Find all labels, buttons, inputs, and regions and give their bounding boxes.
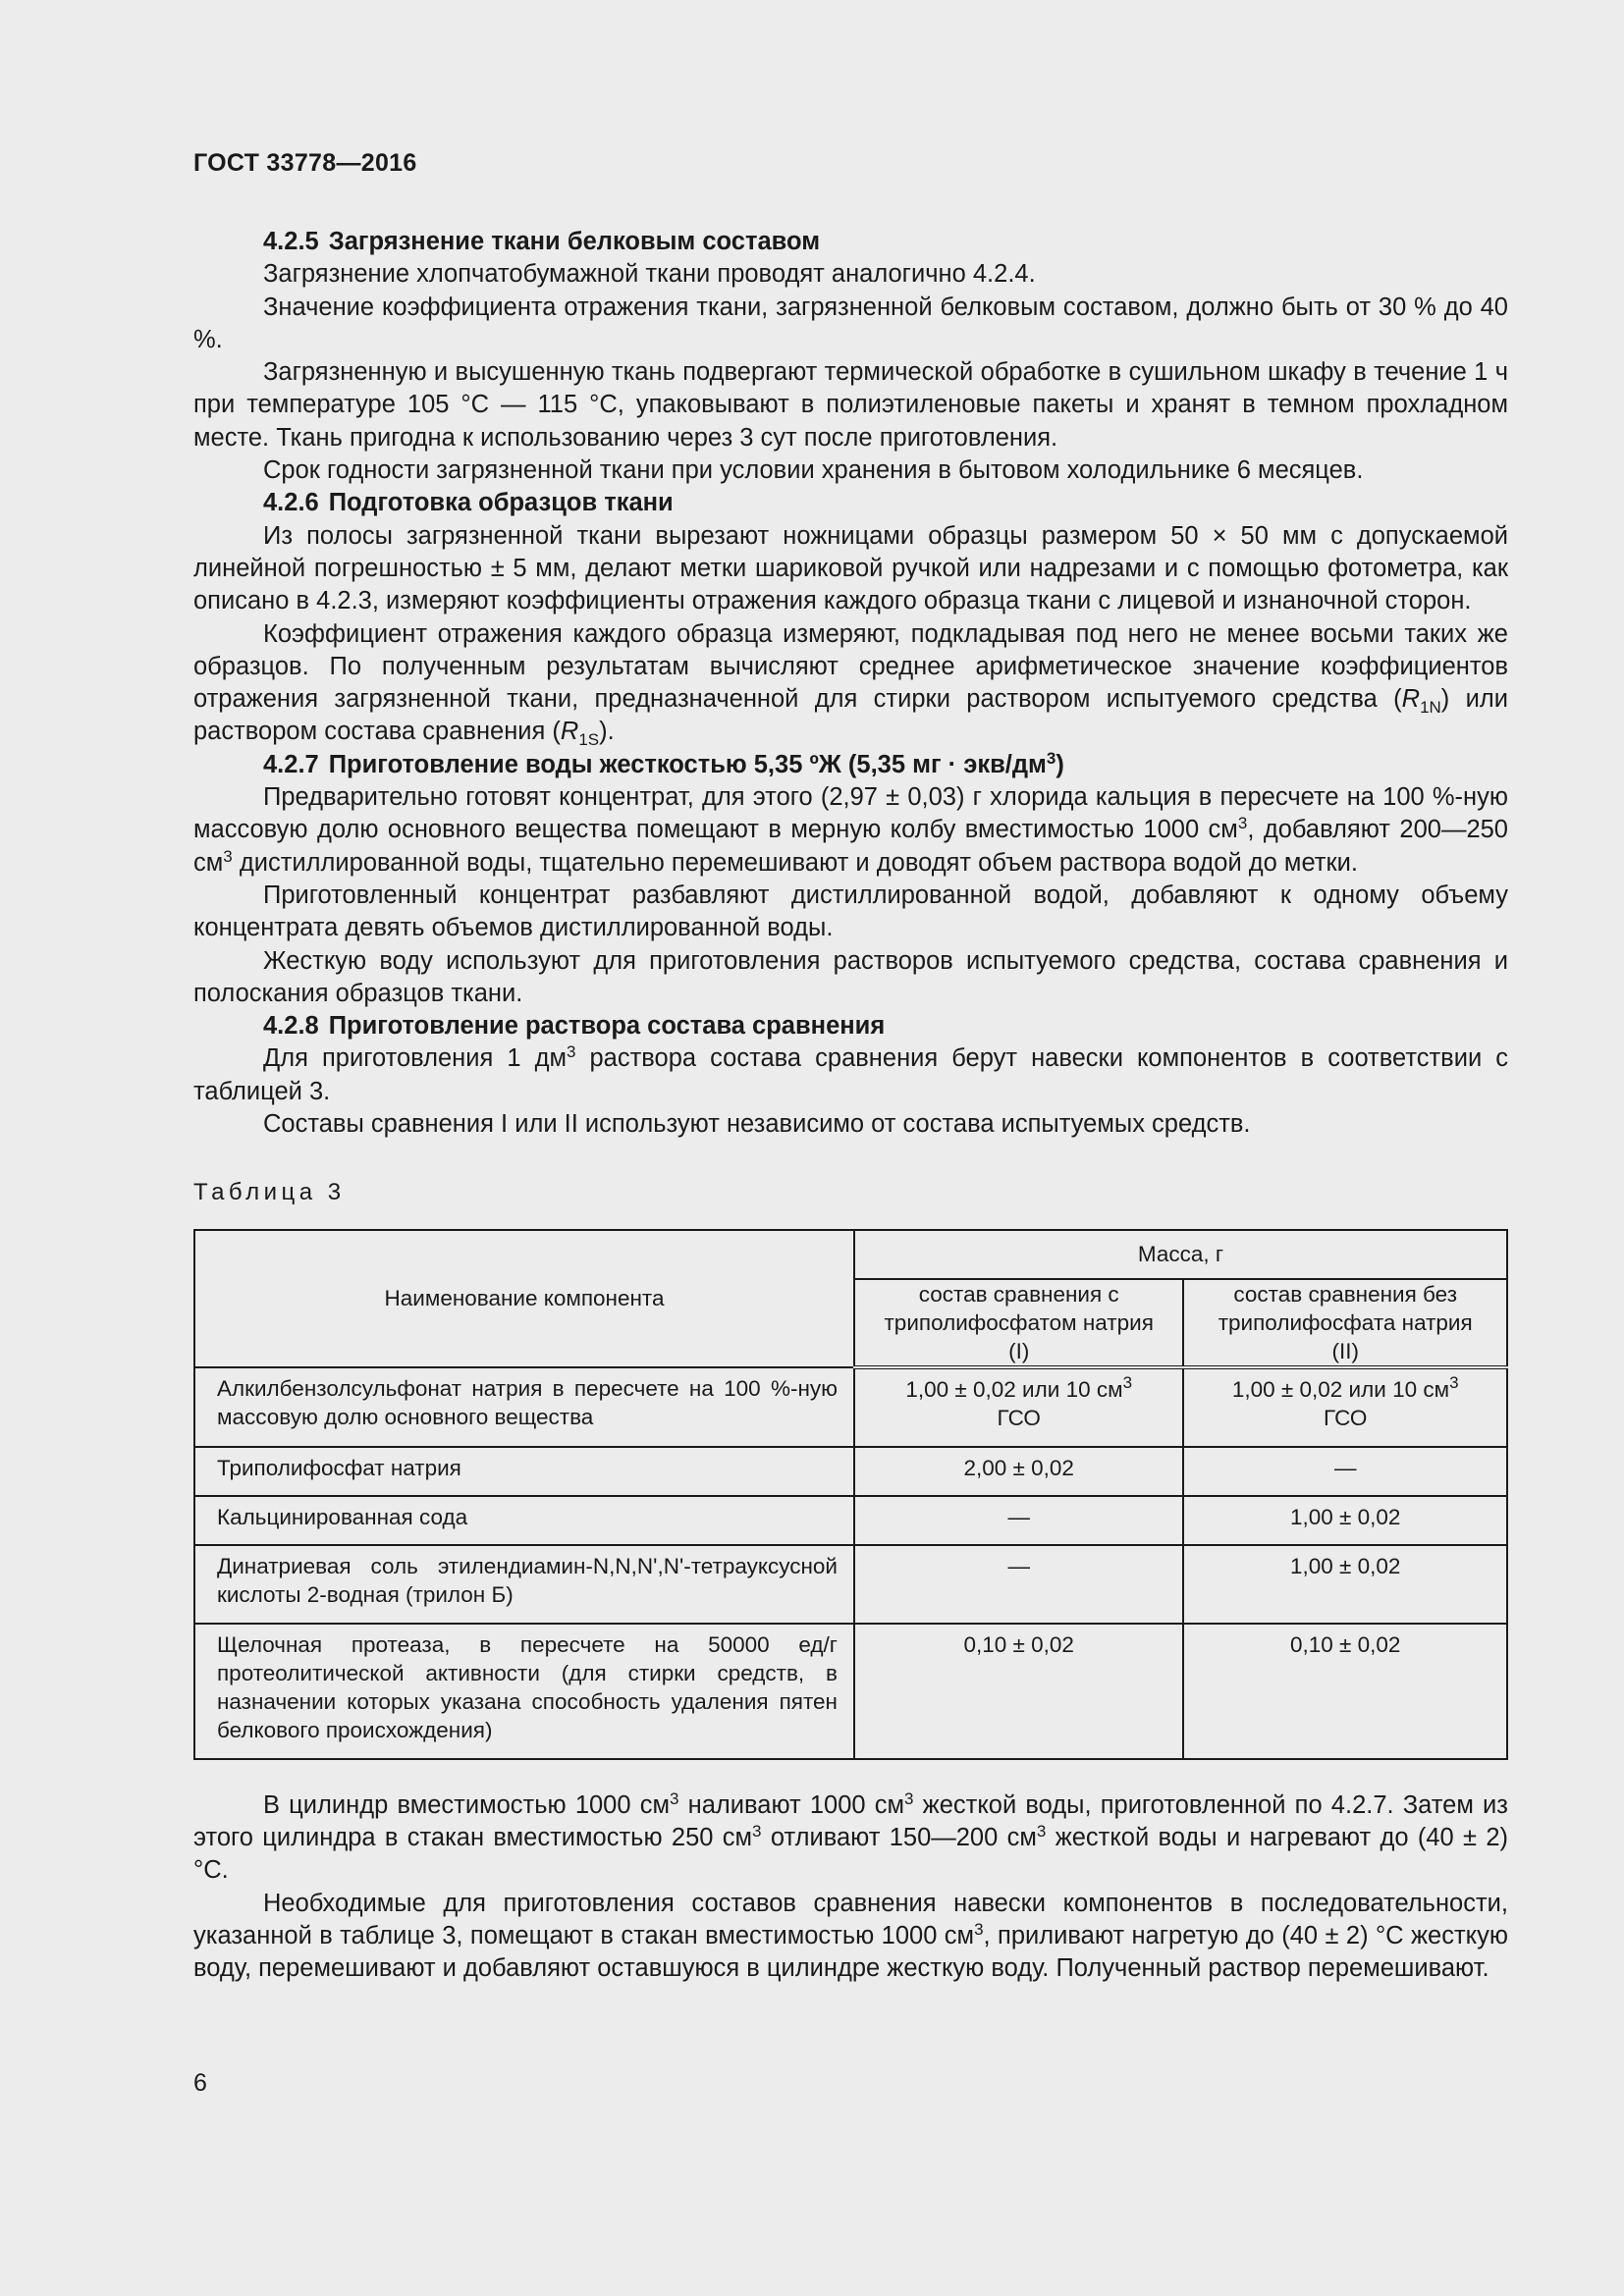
component-name: Кальцинированная сода [194,1496,854,1545]
superscript: 3 [1046,748,1056,768]
text-run: ) или раствором состава сравнения ( [193,685,1509,746]
superscript: 3 [904,1789,914,1808]
subscript-1s: 1S [578,730,600,750]
superscript: 3 [752,1821,762,1841]
text-run: Коэффициент отражения каждого образца измеряют, подкладывая под него не менее восьми таких же образцов. По полученным результатам вычисляют среднее арифметическое значение коэффициентов отражения загрязненной ткани, предназначенной для стирки раствором испытуемого средства ( [193,619,1508,714]
mass-i: 0,10 ± 0,02 [854,1624,1183,1759]
paragraph: Значение коэффициента отражения ткани, загрязненной белковым составом, должно быть от 30 % до 40 %. [193,293,1508,353]
text-run: Для приготовления 1 дм [263,1044,567,1073]
text-run: дистиллированной воды, тщательно перемешивают и доводят объем раствора водой до метки. [232,848,1358,877]
table-row [194,1545,1507,1624]
text-run: раствора состава сравнения берут навески компонентов в соответствии с таблицей 3. [193,1044,1508,1105]
section-title: Приготовление раствора состава сравнения [328,1012,886,1041]
mass-i [854,1367,1183,1447]
table-row [194,1624,1507,1759]
section-number: 4.2.6 [263,489,319,517]
table-row [194,1496,1507,1545]
section-title: Приготовление воды жесткостью 5,35 ºЖ (5,35 мг · экв/дм [328,750,1047,778]
text-run: жесткой воды, приготовленной по 4.2.7. Затем из этого цилиндра в стакан вместимостью 250 см [193,1790,1508,1851]
superscript: 3 [974,1919,984,1939]
text-run: В цилиндр вместимостью 1000 см [263,1790,670,1819]
table-row [194,1367,1507,1447]
symbol-r: R [560,718,579,746]
section-4-2-5-heading [193,226,1508,258]
component-name: Щелочная протеаза, в пересчете на 50000 ед/г протеолитической активности (для стирки средств, в назначении которых указана способность удаления пятен белкового происхождения) [194,1624,854,1759]
value-text: 1,00 ± 0,02 или 10 см [1231,1376,1450,1402]
table-3 [193,1229,1508,1760]
text-run: , приливают нагретую до (40 ± 2) °С жесткую воду, перемешивают и добавляют оставшуюся в цилиндре жесткую воду. Полученный раствор перемешивают. [193,1921,1508,1983]
value-unit: ГСО [997,1405,1041,1430]
column-header-composition-i: состав сравнения с триполифосфатом натрия (I) [854,1279,1183,1367]
value-text: 1,00 ± 0,02 или 10 см [905,1376,1123,1402]
paragraph [193,1888,1508,1986]
mass-ii: 1,00 ± 0,02 [1183,1496,1507,1545]
page-number: 6 [193,2069,207,2097]
paragraph: Срок годности загрязненной ткани при условии хранения в бытовом холодильнике 6 месяцев. [263,456,1364,485]
section-number: 4.2.5 [263,228,319,255]
text-run: ). [599,718,615,746]
section-title-end: ) [1056,750,1064,778]
page-content [193,226,1508,1985]
component-name: Динатриевая соль этилендиамин-N,N,N',N'-тетрауксусной кислоты 2-водная (трилон Б) [194,1545,854,1624]
paragraph: Жесткую воду используют для приготовления растворов испытуемого средства, состава сравнения и полоскания образцов ткани. [193,946,1508,1007]
text-run: жесткой воды и нагревают до (40 ± 2) °С. [193,1823,1508,1885]
section-number: 4.2.7 [263,750,319,778]
superscript: 3 [1122,1372,1133,1392]
paragraph: Загрязнение хлопчатобумажной ткани проводят аналогично 4.2.4. [263,260,1036,289]
component-name: Алкилбензолсульфонат натрия в пересчете на 100 %-ную массовую долю основного вещества [194,1367,854,1447]
paragraph [193,618,1508,749]
mass-ii [1183,1367,1507,1447]
section-title: Подготовка образцов ткани [328,489,674,517]
table-row [194,1447,1507,1496]
text-run: Необходимые для приготовления составов сравнения навески компонентов в последовательности, указанной в таблице 3, помещают в стакан вместимостью 1000 см [193,1889,1508,1949]
column-header-mass: Масса, г [854,1230,1507,1279]
section-4-2-6-heading [193,487,1508,519]
paragraph: Приготовленный концентрат разбавляют дистиллированной водой, добавляют к одному объему концентрата девять объемов дистиллированной воды. [193,881,1508,942]
mass-ii: — [1183,1447,1507,1496]
superscript: 3 [1449,1372,1459,1392]
text-run: наливают 1000 см [678,1790,905,1819]
component-name: Триполифосфат натрия [194,1447,854,1496]
paragraph: Составы сравнения I или II используют независимо от состава испытуемых средств. [263,1110,1251,1139]
mass-ii: 1,00 ± 0,02 [1183,1545,1507,1624]
paragraph [193,1789,1508,1888]
mass-ii: 0,10 ± 0,02 [1183,1624,1507,1759]
table-caption: Таблица 3 [193,1179,346,1206]
superscript: 3 [1036,1821,1047,1841]
symbol-r: R [1401,685,1421,714]
superscript: 3 [566,1042,576,1062]
text-run: Предварительно готовят концентрат, для этого (2,97 ± 0,03) г хлорида кальция в пересчете на 100 %-ную массовую долю основного вещества помещают в мерную колбу вместимостью 1000 см [193,783,1508,844]
superscript: 3 [223,846,233,866]
subscript-1n: 1N [1420,698,1441,718]
section-4-2-8-heading [193,1010,1508,1042]
mass-i: — [854,1496,1183,1545]
section-title: Загрязнение ткани белковым составом [328,228,821,255]
paragraph [193,781,1508,880]
superscript: 3 [669,1789,679,1808]
section-number: 4.2.8 [263,1012,319,1041]
mass-i: 2,00 ± 0,02 [854,1447,1183,1496]
value-unit: ГСО [1323,1405,1368,1430]
superscript: 3 [1237,814,1248,833]
paragraph: Из полосы загрязненной ткани вырезают ножницами образцы размером 50 × 50 мм с допускаемой линейной погрешностью ± 5 мм, делают метки шариковой ручкой или надрезами и с помощью фотометра, как описано в 4.2.3, измеряют коэффициенты отражения каждого образца ткани с лицевой и изнаночной сторон. [193,521,1508,615]
mass-i: — [854,1545,1183,1624]
document-code: ГОСТ 33778—2016 [193,149,417,177]
text-run: отливают 150—200 см [761,1823,1037,1851]
text-run: , добавляют 200—250 см [193,816,1508,877]
column-header-composition-ii: состав сравнения без триполифосфата натрия (II) [1183,1279,1507,1367]
section-4-2-7-heading [193,749,1508,781]
paragraph [193,1042,1508,1108]
column-header-name: Наименование компонента [194,1230,854,1367]
paragraph: Загрязненную и высушенную ткань подвергают термической обработке в сушильном шкафу в течение 1 ч при температуре 105 °С — 115 °С, упаковывают в полиэтиленовые пакеты и хранят в темном прохладном месте. Ткань пригодна к использованию через 3 сут после приготовления. [193,358,1508,452]
